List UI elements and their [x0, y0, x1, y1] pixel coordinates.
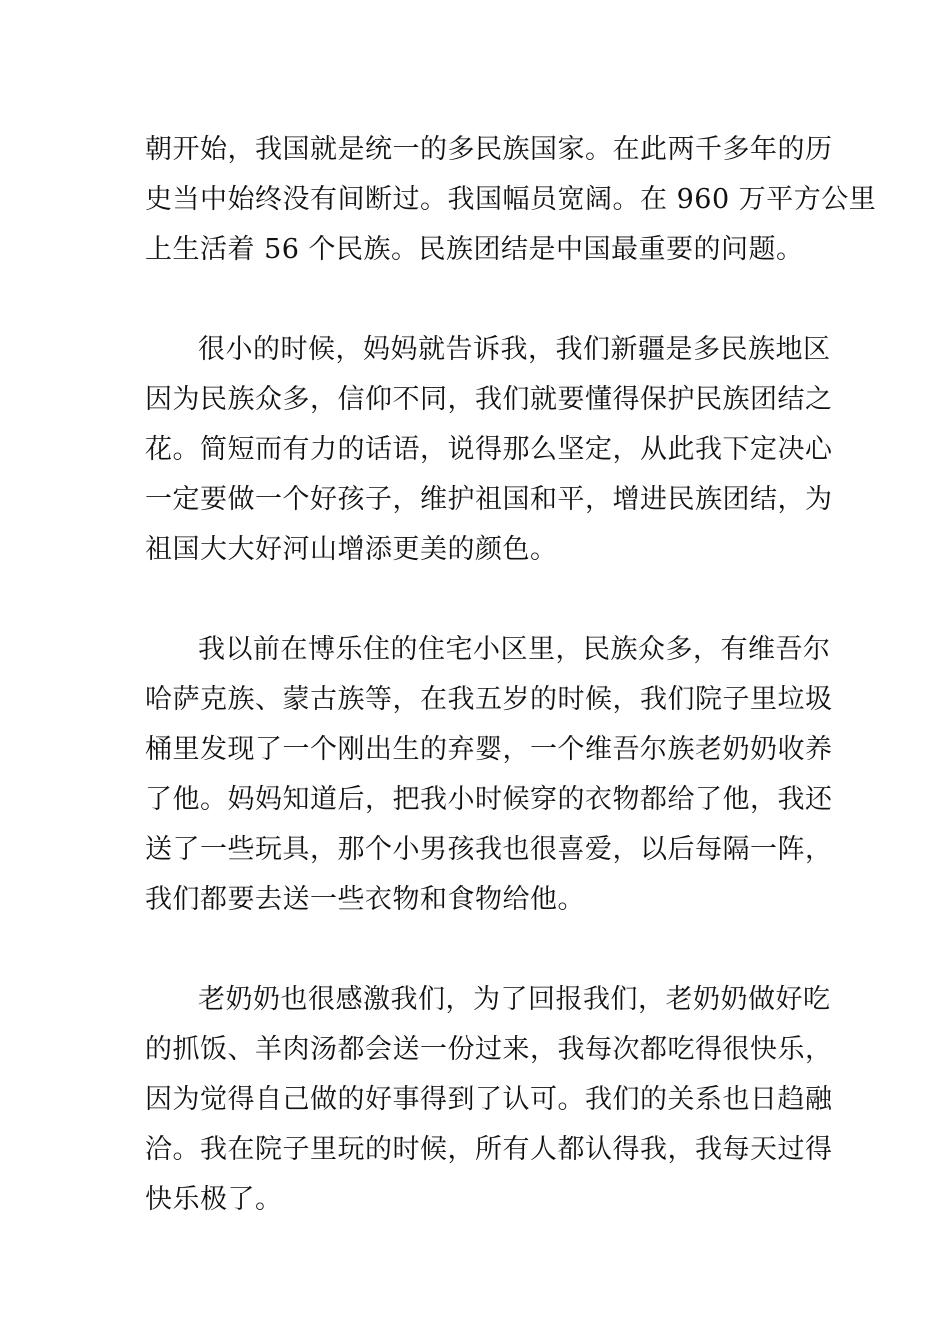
paragraph-2-line-4: 一定要做一个好孩子，维护祖国和平，增进民族团结，为 [145, 484, 833, 515]
paragraph-4-line-2: 的抓饭、羊肉汤都会送一份过来，我每次都吃得很快乐， [145, 1034, 833, 1065]
paragraph-2-line-1: 很小的时候，妈妈就告诉我，我们新疆是多民族地区 [198, 334, 831, 365]
paragraph-1-line-3: 上生活着 56 个民族。民族团结是中国最重要的问题。 [145, 234, 804, 265]
paragraph-4-line-1: 老奶奶也很感激我们，为了回报我们，老奶奶做好吃 [198, 984, 831, 1015]
paragraph-3-line-2: 哈萨克族、蒙古族等，在我五岁的时候，我们院子里垃圾 [145, 684, 833, 715]
paragraph-1-line-1: 朝开始，我国就是统一的多民族国家。在此两千多年的历 [145, 134, 833, 165]
paragraph-3-line-1: 我以前在博乐住的住宅小区里，民族众多，有维吾尔 [198, 634, 831, 665]
paragraph-4-line-5: 快乐极了。 [145, 1184, 283, 1215]
paragraph-4-line-4: 洽。我在院子里玩的时候，所有人都认得我，我每天过得 [145, 1134, 833, 1165]
paragraph-1-line-2: 史当中始终没有间断过。我国幅员宽阔。在 960 万平方公里 [145, 184, 877, 215]
paragraph-3-line-5: 送了一些玩具，那个小男孩我也很喜爱，以后每隔一阵， [145, 834, 833, 865]
paragraph-4-line-3: 因为觉得自己做的好事得到了认可。我们的关系也日趋融 [145, 1084, 833, 1115]
paragraph-2-line-5: 祖国大大好河山增添更美的颜色。 [145, 534, 558, 565]
paragraph-3-line-4: 了他。妈妈知道后，把我小时候穿的衣物都给了他，我还 [145, 784, 833, 815]
paragraph-2-line-2: 因为民族众多，信仰不同，我们就要懂得保护民族团结之 [145, 384, 833, 415]
paragraph-2-line-3: 花。简短而有力的话语，说得那么坚定，从此我下定决心 [145, 434, 833, 465]
paragraph-3-line-6: 我们都要去送一些衣物和食物给他。 [145, 884, 585, 915]
paragraph-3-line-3: 桶里发现了一个刚出生的弃婴，一个维吾尔族老奶奶收养 [145, 734, 833, 765]
